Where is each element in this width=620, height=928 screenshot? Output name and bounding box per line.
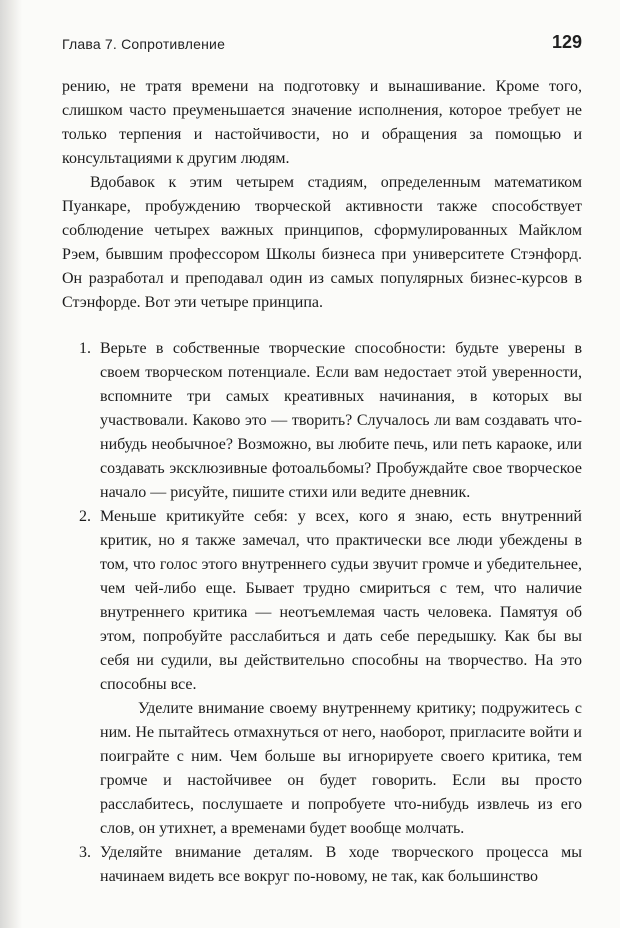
list-item-number: 2. [79, 508, 91, 525]
page-body [62, 75, 582, 889]
list-item-paragraph: Верьте в собственные творческие способности: будьте уверены в своем творческом потенциале. Если вам недостает этой уверенности, вспомните три самых креативных начинания, в которых вы участвовали. Каково это — творить? Случалось ли вам создавать что-нибудь необычное? Возможно, вы любите печь, или петь караоке, или создавать эксклюзивные фотоальбомы? Пробуждайте свое творческое начало — рисуйте, пишите стихи или ведите дневник. [100, 340, 582, 501]
page-gutter-shadow [0, 0, 22, 928]
list-item-number: 1. [79, 340, 91, 357]
list-item-number: 3. [79, 844, 91, 861]
page-number: 129 [551, 32, 582, 52]
list-item-paragraph: Меньше критикуйте себя: у всех, кого я знаю, есть внутренний критик, но я также замечал, что практически все люди убеждены в том, что голос этого внутреннего судьи звучит громче и убедительнее, чем чей-либо еще. Бывает трудно смириться с тем, что наличие внутреннего критика — неотъемлемая часть человека. Памятуя об этом, попробуйте расслабиться и дать себе передышку. Как бы вы себя ни судили, вы действительно способны на творчество. На это способны все. [100, 508, 582, 693]
list-item [62, 505, 582, 841]
running-header [62, 34, 582, 56]
chapter-title: Глава 7. Сопротивление [62, 36, 226, 52]
body-paragraph: Вдобавок к этим четырем стадиям, определенным математиком Пуанкаре, пробуждению творческой активности также способствует соблюдение четырех важных принципов, сформулированных Майклом Рэем, бывшим профессором Школы бизнеса при университете Стэнфорд. Он разработал и преподавал один из самых популярных бизнес-курсов в Стэнфорде. Вот эти четыре принципа. [62, 174, 582, 311]
list-item-paragraph: Уделите внимание своему внутреннему критику; подружитесь с ним. Не пытайтесь отмахнуться от него, наоборот, пригласите войти и поиграйте с ним. Чем больше вы игнорируете своего критика, тем громче и настойчивее он будет говорить. Если вы просто расслабитесь, послушаете и попробуете что-нибудь извлечь из его слов, он утихнет, а временами будет вообще молчать. [100, 700, 582, 837]
list-item [62, 337, 582, 505]
principles-list [62, 337, 582, 889]
body-paragraph: рению, не тратя времени на подготовку и вынашивание. Кроме того, слишком часто преуменьшается значение исполнения, которое требует не только терпения и настойчивости, но и обращения за помощью и консультациями к другим людям. [62, 78, 582, 167]
book-page [62, 0, 582, 928]
list-item-paragraph: Уделяйте внимание деталям. В ходе творческого процесса мы начинаем видеть все вокруг по-новому, не так, как большинство [100, 844, 582, 885]
list-item [62, 841, 582, 889]
